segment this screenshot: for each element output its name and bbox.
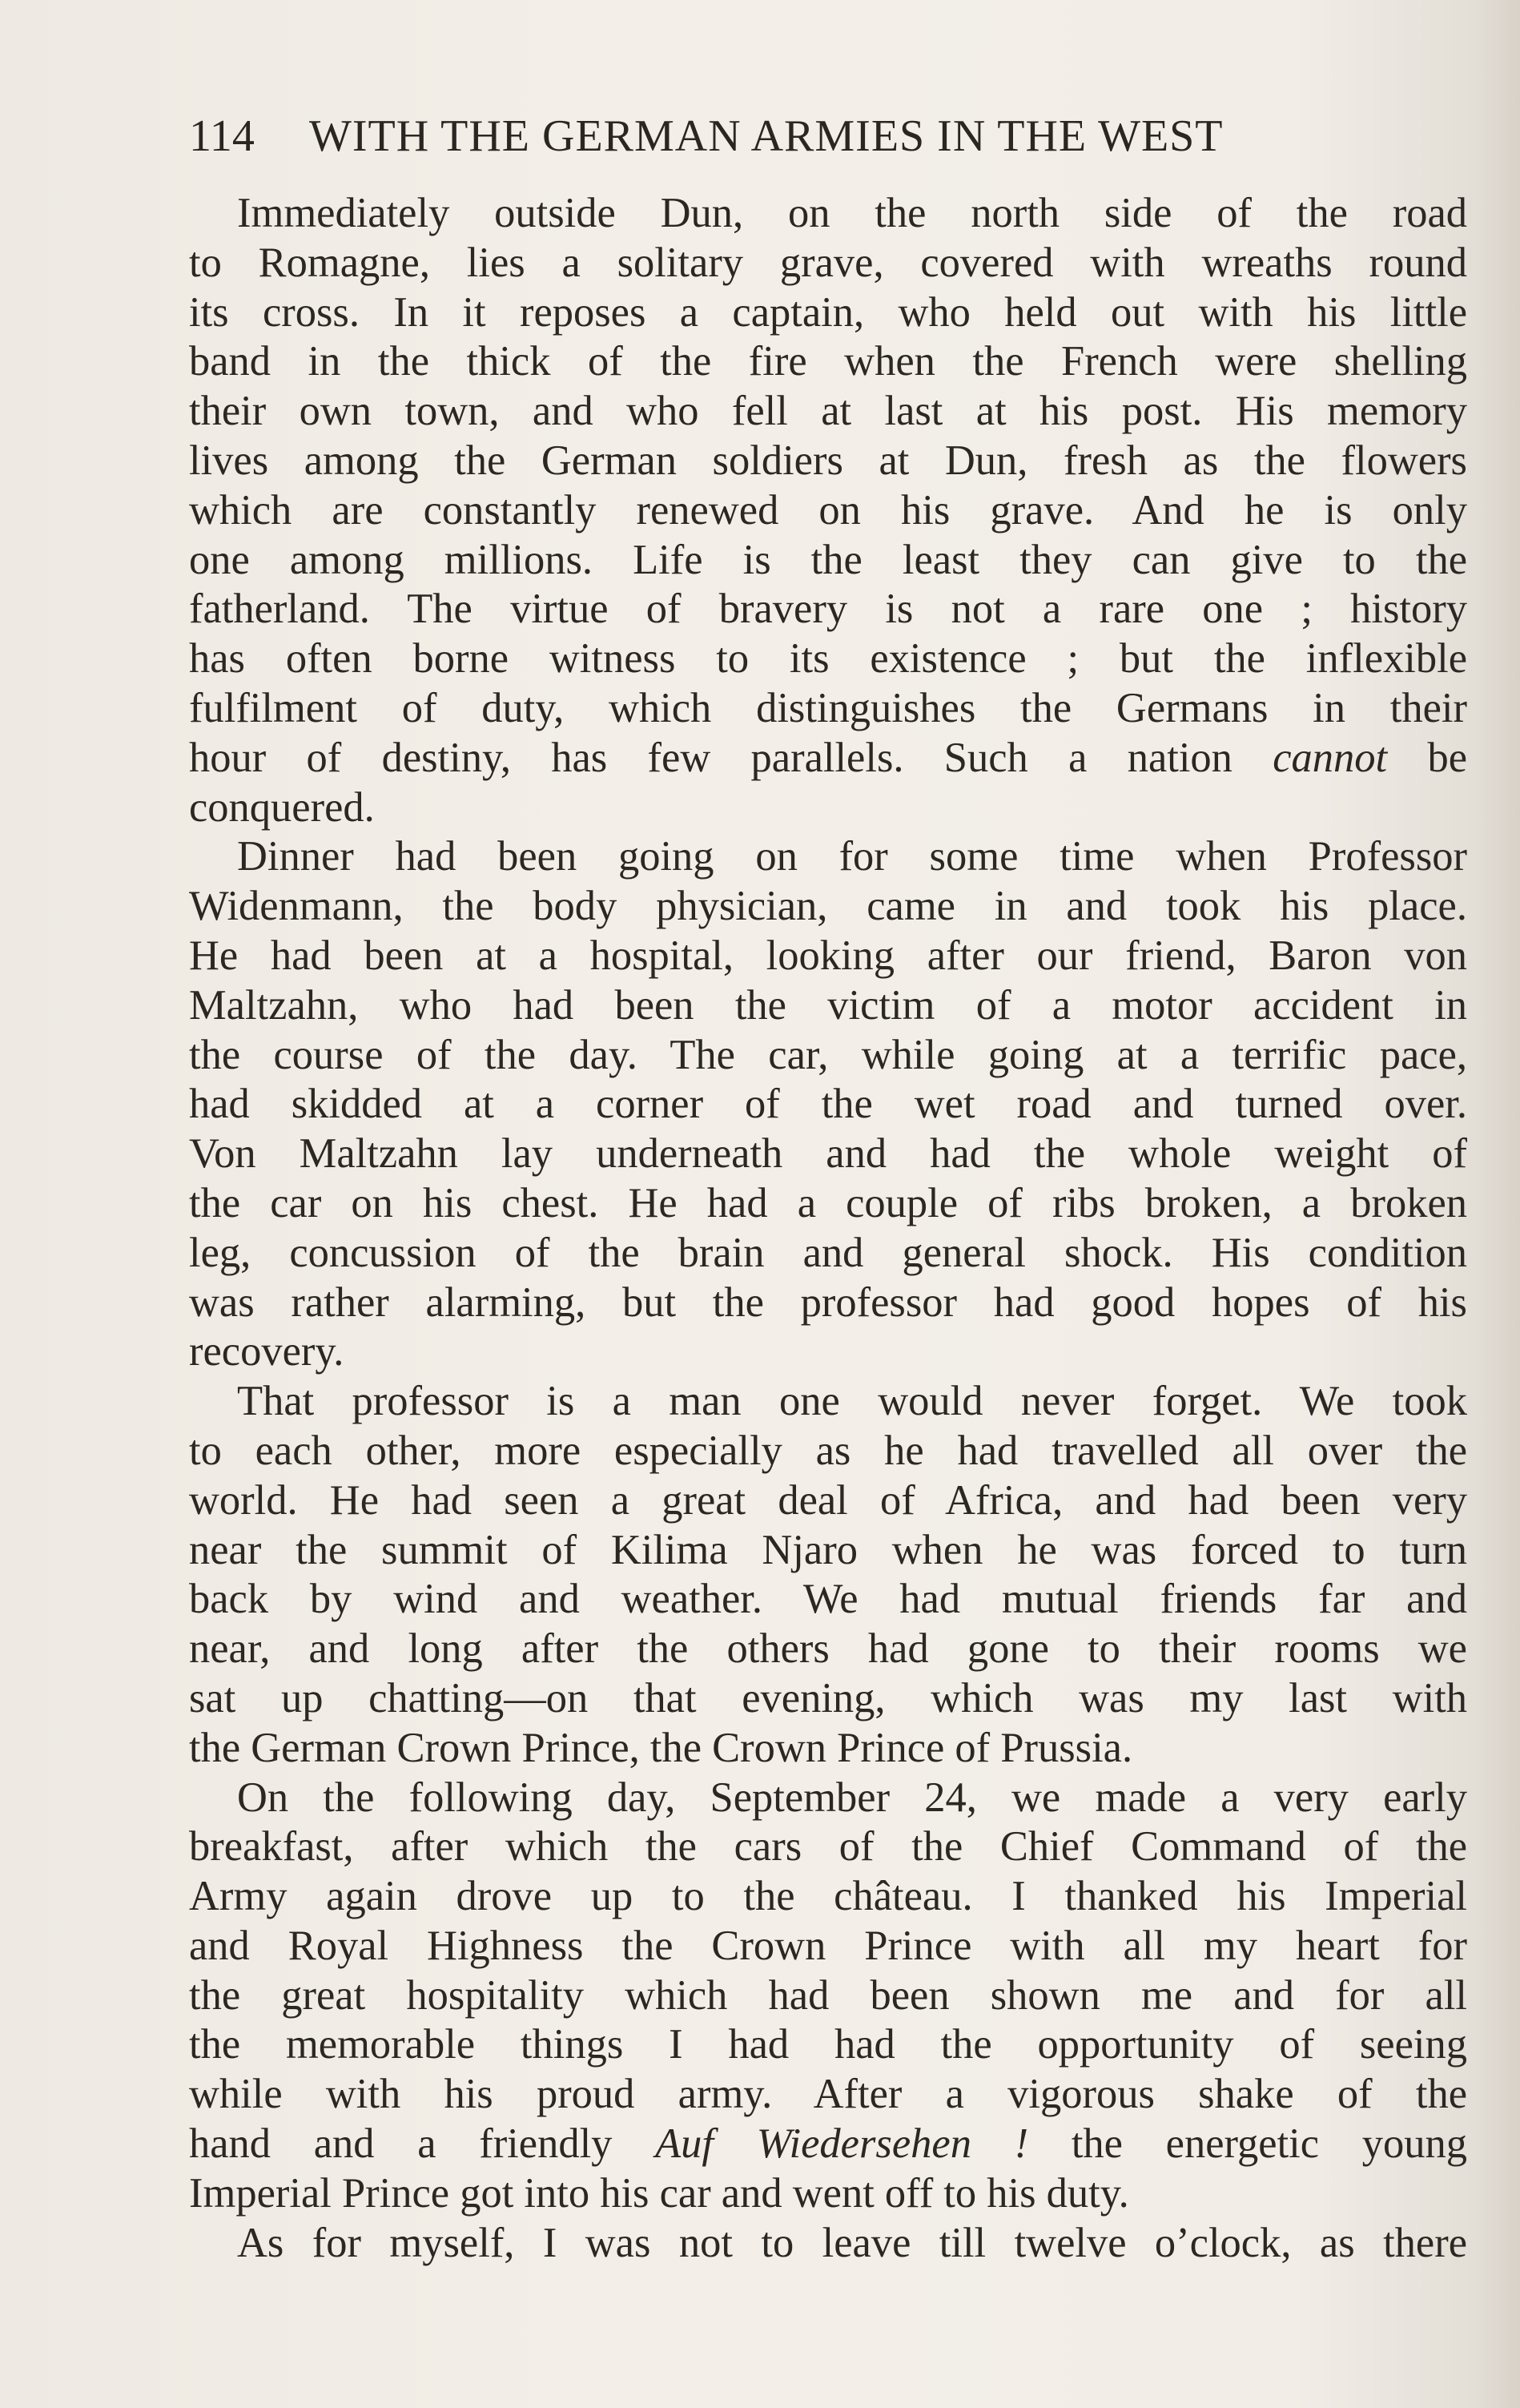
text-line: band in the thick of the fire when the French were shelling: [189, 338, 1467, 385]
text-line: Maltzahn, who had been the victim of a motor accident in: [189, 981, 1467, 1029]
text-line: which are constantly renewed on his grave. And he is only: [189, 486, 1467, 534]
text-line: Imperial Prince got into his car and went off to his duty.: [189, 2169, 1129, 2217]
text-line: conquered.: [189, 783, 375, 831]
text-line: was rather alarming, but the professor had good hopes of his: [189, 1278, 1467, 1326]
running-title: WITH THE GERMAN ARMIES IN THE WEST: [309, 111, 1224, 161]
text-line: one among millions. Life is the least they can give to the: [189, 536, 1467, 583]
text-line: its cross. In it reposes a captain, who held out with his little: [189, 288, 1467, 336]
text-line: to each other, more especially as he had travelled all over the: [189, 1427, 1467, 1474]
text-line: world. He had seen a great deal of Africa, and had been very: [189, 1476, 1467, 1524]
text-line: back by wind and weather. We had mutual friends far and: [189, 1576, 1467, 1623]
text-line: fatherland. The virtue of bravery is not a rare one ; history: [189, 586, 1467, 633]
paragraph: [189, 2219, 1467, 2269]
paragraph: [189, 1774, 1467, 2219]
text-line: [189, 2120, 1467, 2169]
text-line: Army again drove up to the château. I thanked his Imperial: [189, 1873, 1467, 1920]
text-line: He had been at a hospital, looking after our friend, Baron von: [189, 932, 1467, 979]
text-line: lives among the German soldiers at Dun, fresh as the flowers: [189, 437, 1467, 484]
text-line: to Romagne, lies a solitary grave, covered with wreaths round: [189, 239, 1467, 286]
page-header: [189, 111, 1390, 171]
text-line: sat up chatting—on that evening, which was my last with: [189, 1674, 1467, 1721]
text-line: has often borne witness to its existence ; but the inflexible: [189, 635, 1467, 683]
text-line: recovery.: [189, 1328, 344, 1375]
text-line: Von Maltzahn lay underneath and had the whole weight of: [189, 1130, 1467, 1178]
text-line: On the following day, September 24, we made a very early: [237, 1774, 1467, 1821]
paragraph: [189, 832, 1467, 1377]
text-line: As for myself, I was not to leave till twelve o’clock, as there: [237, 2219, 1467, 2266]
text-line: Dinner had been going on for some time when Professor: [237, 833, 1467, 880]
text-line: the memorable things I had had the opportunity of seeing: [189, 2021, 1467, 2068]
text-line: near the summit of Kilima Njaro when he was forced to turn: [189, 1526, 1467, 1573]
text-line: the great hospitality which had been shown me and for all: [189, 1971, 1467, 2019]
text-segment: the energetic young: [1028, 2120, 1467, 2168]
text-line: breakfast, after which the cars of the Chief Command of the: [189, 1823, 1467, 1870]
text-line: the car on his chest. He had a couple of ribs broken, a broken: [189, 1179, 1467, 1226]
text-line: while with his proud army. After a vigorous shake of the: [189, 2071, 1467, 2118]
italic-text: cannot: [1273, 734, 1388, 781]
text-line: the course of the day. The car, while going at a terrific pace,: [189, 1031, 1467, 1078]
paragraph: [189, 189, 1467, 832]
text-line: their own town, and who fell at last at his post. His memory: [189, 388, 1467, 435]
text-segment: hour of destiny, has few parallels. Such a nation: [189, 734, 1273, 781]
text-line: had skidded at a corner of the wet road and turned over.: [189, 1081, 1467, 1128]
text-line: [189, 734, 1467, 783]
text-line: and Royal Highness the Crown Prince with all my heart for: [189, 1922, 1467, 1969]
text-line: near, and long after the others had gone to their rooms we: [189, 1625, 1467, 1673]
text-line: That professor is a man one would never forget. We took: [237, 1378, 1467, 1425]
text-line: fulfilment of duty, which distinguishes the Germans in their: [189, 684, 1467, 731]
text-line: Immediately outside Dun, on the north side of the road: [237, 190, 1467, 236]
text-line: leg, concussion of the brain and general shock. His condition: [189, 1229, 1467, 1276]
text-segment: hand and a friendly: [189, 2120, 656, 2168]
text-segment: be: [1387, 734, 1467, 781]
text-line: Widenmann, the body physician, came in and took his place.: [189, 883, 1467, 930]
paragraph: [189, 1377, 1467, 1773]
text-line: the German Crown Prince, the Crown Prince of Prussia.: [189, 1724, 1133, 1771]
body-text: [189, 189, 1467, 2268]
italic-text: Auf Wiedersehen !: [655, 2120, 1029, 2168]
page-number: 114: [189, 111, 255, 161]
